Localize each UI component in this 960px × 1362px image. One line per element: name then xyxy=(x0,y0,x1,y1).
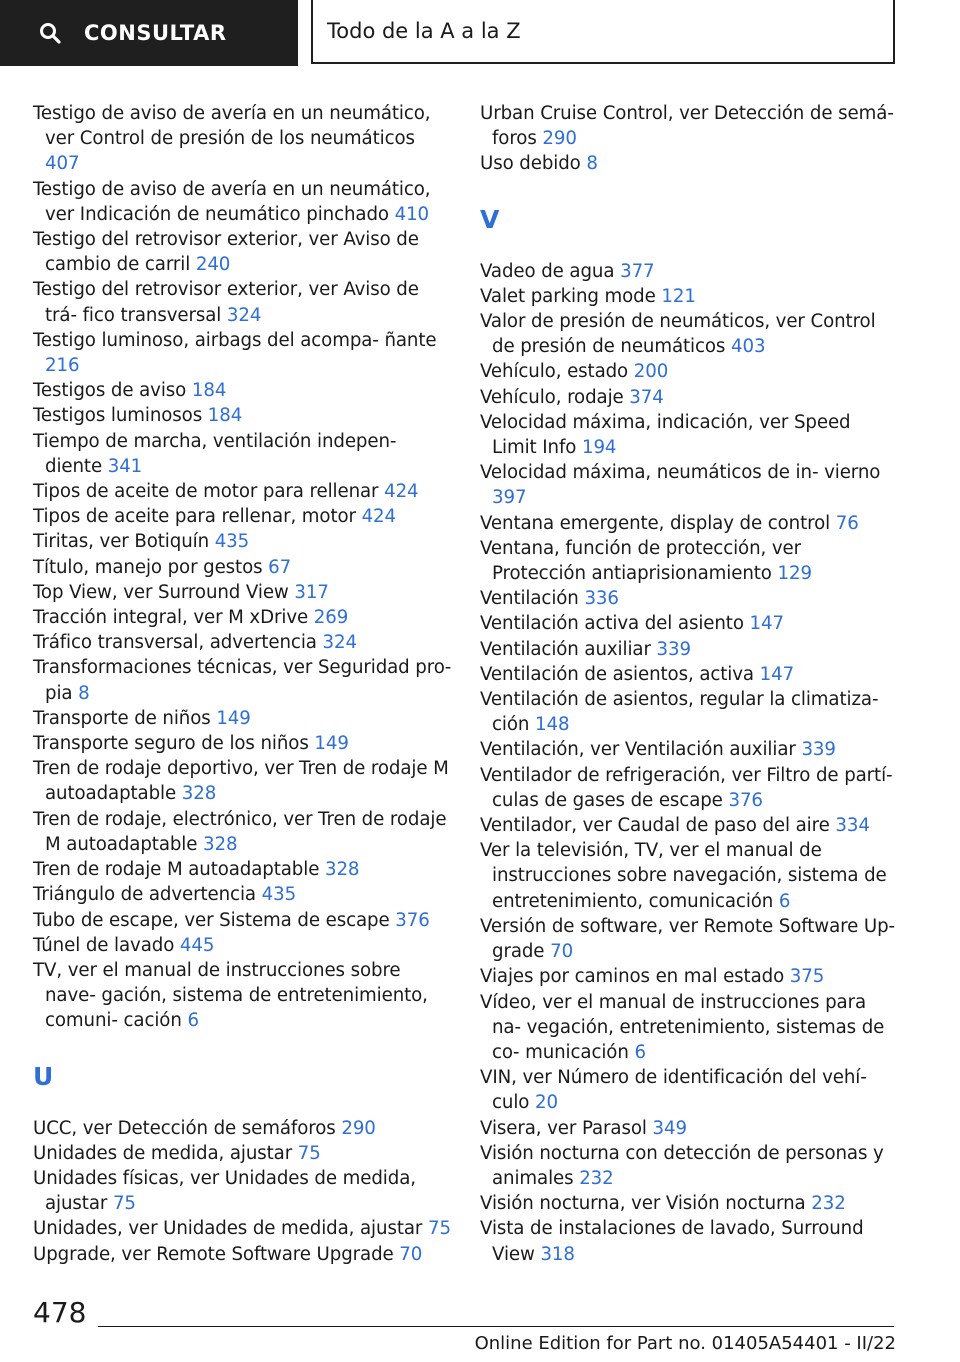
footer-divider xyxy=(98,1326,894,1327)
index-entry-text: Tren de rodaje, electrónico, ver Tren de rodaje M autoadaptable xyxy=(33,808,447,855)
index-entry xyxy=(33,882,453,907)
index-entry xyxy=(33,857,453,882)
index-entry xyxy=(480,1191,900,1216)
page-link[interactable]: 339 xyxy=(656,638,691,660)
index-entry xyxy=(33,933,453,958)
page-link[interactable]: 375 xyxy=(789,966,825,988)
index-entry xyxy=(33,807,453,857)
index-entry-text: Testigos de aviso xyxy=(33,380,187,402)
index-entry-text: Tipos de aceite de motor para rellenar xyxy=(33,481,379,503)
page-link[interactable]: 8 xyxy=(586,153,598,175)
index-entry-text: Ventilación de asientos, regular la climatiza‐ ción xyxy=(480,689,879,736)
page-link[interactable]: 76 xyxy=(835,512,859,534)
page-link[interactable]: 67 xyxy=(268,556,292,578)
page-link[interactable]: 8 xyxy=(78,682,90,704)
index-entry-text: Vadeo de agua xyxy=(480,260,615,282)
index-entry-text: VIN, ver Número de identificación del vehí‐ culo xyxy=(480,1067,867,1114)
page-number: 478 xyxy=(33,1296,87,1329)
index-entry-text: Transformaciones técnicas, ver Seguridad pro‐ pia xyxy=(33,657,452,704)
page-link[interactable]: 334 xyxy=(835,815,870,837)
index-entry xyxy=(480,460,900,510)
page-link[interactable]: 341 xyxy=(107,455,143,477)
index-entry-text: Unidades físicas, ver Unidades de medida, ajustar xyxy=(33,1167,416,1215)
index-entry-text: Ventilación, ver Ventilación auxiliar xyxy=(480,739,796,761)
index-entry-text: Tipos de aceite para rellenar, motor xyxy=(33,506,356,528)
index-entry-text: Testigo del retrovisor exterior, ver Aviso de trá‐ fico transversal xyxy=(33,279,419,326)
page-link[interactable]: 6 xyxy=(187,1010,199,1032)
page-link[interactable]: 149 xyxy=(216,707,251,729)
index-entry-text: Valor de presión de neumáticos, ver Control de presión de neumáticos xyxy=(480,311,876,358)
index-entry-text: Testigo luminoso, airbags del acompa‐ ñante xyxy=(33,329,437,351)
index-entry xyxy=(480,637,900,662)
page-link[interactable]: 240 xyxy=(195,254,231,276)
page-link[interactable]: 269 xyxy=(313,607,349,629)
index-column-left xyxy=(33,101,453,1267)
index-entry-text: Tubo de escape, ver Sistema de escape xyxy=(33,909,390,931)
index-entry xyxy=(480,662,900,687)
search-icon xyxy=(38,21,62,45)
index-entry-text: Ventilación activa del asiento xyxy=(480,613,744,635)
index-entry xyxy=(33,1216,453,1241)
page-link[interactable]: 410 xyxy=(394,203,430,225)
index-entry-text: Tiempo de marcha, ventilación indepen‐ diente xyxy=(33,430,397,477)
index-entry xyxy=(480,536,900,586)
section-letter: V xyxy=(480,204,500,234)
page-link[interactable]: 290 xyxy=(341,1117,376,1139)
index-entry-text: Vehículo, rodaje xyxy=(480,386,624,408)
index-entry xyxy=(480,990,900,1066)
index-entry-text: Ventana emergente, display de control xyxy=(480,512,831,534)
index-entry-text: Testigo de aviso de avería en un neumático, ver Control de presión de los neumáticos xyxy=(33,103,431,150)
page-link[interactable]: 75 xyxy=(112,1193,136,1215)
page-link[interactable]: 75 xyxy=(297,1142,321,1164)
index-entry-text: Vista de instalaciones de lavado, Surround View xyxy=(480,1218,864,1265)
index-entry xyxy=(33,731,453,756)
index-entry xyxy=(480,511,900,536)
index-entry-text: Tráfico transversal, advertencia xyxy=(33,632,317,654)
page-link[interactable]: 184 xyxy=(207,405,243,427)
index-entry xyxy=(33,1116,453,1141)
index-entry xyxy=(33,378,453,403)
index-entry-text: Visión nocturna, ver Visión nocturna xyxy=(480,1193,806,1215)
index-entry xyxy=(480,1141,900,1191)
page-link[interactable]: 324 xyxy=(322,632,357,654)
index-entry xyxy=(480,687,900,737)
consult-tab[interactable] xyxy=(0,0,298,66)
section-letter: U xyxy=(33,1061,54,1091)
index-entry xyxy=(33,756,453,806)
index-entry xyxy=(480,964,900,989)
header xyxy=(0,0,960,66)
page-link[interactable]: 407 xyxy=(45,153,80,175)
index-entry xyxy=(33,277,453,327)
page-link[interactable]: 376 xyxy=(395,909,430,931)
page-link[interactable]: 374 xyxy=(629,386,664,408)
page-link[interactable]: 377 xyxy=(620,260,655,282)
page-link[interactable]: 147 xyxy=(759,663,795,685)
index-entry-text: Transporte seguro de los niños xyxy=(33,733,309,755)
page-link[interactable]: 6 xyxy=(634,1041,646,1063)
index-entry-text: Testigo de aviso de avería en un neumático, ver Indicación de neumático pinchado xyxy=(33,178,431,225)
page-link[interactable]: 397 xyxy=(492,487,527,509)
index-entry-text: Velocidad máxima, indicación, ver Speed Limit Info xyxy=(480,411,851,459)
index-entry xyxy=(480,1116,900,1141)
page-link[interactable]: 328 xyxy=(203,833,238,855)
page-link[interactable]: 317 xyxy=(294,581,329,603)
page-link[interactable]: 435 xyxy=(214,531,250,553)
page-link[interactable]: 75 xyxy=(427,1218,451,1240)
index-entry xyxy=(33,605,453,630)
index-entry-text: TV, ver el manual de instrucciones sobre nave‐ gación, sistema de entretenimiento, comuni‐ cación xyxy=(33,959,428,1032)
index-entry xyxy=(480,385,900,410)
page-link[interactable]: 318 xyxy=(540,1243,575,1265)
index-entry xyxy=(480,1065,900,1115)
index-entry xyxy=(33,958,453,1034)
page-link[interactable]: 328 xyxy=(324,859,360,881)
index-entry xyxy=(480,359,900,384)
index-entry-text: Velocidad máxima, neumáticos de in‐ vierno xyxy=(480,462,881,484)
index-entry-text: Título, manejo por gestos xyxy=(33,556,263,578)
index-entry xyxy=(480,763,900,813)
page-link[interactable]: 339 xyxy=(801,739,836,761)
index-entry xyxy=(480,410,900,460)
index-entry-text: Tiritas, ver Botiquín xyxy=(33,531,210,553)
index-entry xyxy=(480,611,900,636)
index-entry xyxy=(480,813,900,838)
edition-text: Online Edition for Part no. 01405A54401 - II/22 xyxy=(474,1333,896,1354)
index-entry xyxy=(33,1141,453,1166)
index-entry-text: Ventilación auxiliar xyxy=(480,638,651,660)
index-entry xyxy=(33,529,453,554)
page-link[interactable]: 216 xyxy=(45,355,80,377)
index-entry-text: UCC, ver Detección de semáforos xyxy=(33,1117,336,1139)
page-link[interactable]: 149 xyxy=(314,733,349,755)
index-entry-text: Transporte de niños xyxy=(33,707,211,729)
index-entry xyxy=(33,328,453,378)
index-entry-text: Ventana, función de protección, ver Protección antiaprisionamiento xyxy=(480,537,801,585)
section-tab-a-z[interactable] xyxy=(311,0,895,64)
index-entry-text: Unidades, ver Unidades de medida, ajustar xyxy=(33,1218,423,1240)
index-entry-text: Unidades de medida, ajustar xyxy=(33,1142,293,1164)
page-link[interactable]: 70 xyxy=(550,941,574,963)
index-entry-text: Viajes por caminos en mal estado xyxy=(480,966,785,988)
index-entry-text: Visión nocturna con detección de personas y animales xyxy=(480,1142,884,1189)
index-entry-text: Vídeo, ver el manual de instrucciones para na‐ vegación, entretenimiento, sistemas de co‐ municación xyxy=(480,991,885,1063)
index-entry-text: Ver la televisión, TV, ver el manual de instrucciones sobre navegación, sistema de entretenimiento, comunicación xyxy=(480,840,887,912)
index-entry-text: Versión de software, ver Remote Software Up‐ grade xyxy=(480,915,895,963)
index-entry xyxy=(33,429,453,479)
index-entry xyxy=(480,259,900,284)
page-link[interactable]: 403 xyxy=(731,336,766,358)
index-entry-text: Ventilador, ver Caudal de paso del aire xyxy=(480,815,830,837)
index-entry-text: Upgrade, ver Remote Software Upgrade xyxy=(33,1243,394,1265)
index-entry xyxy=(33,706,453,731)
index-entry-text: Vehículo, estado xyxy=(480,361,629,383)
page-link[interactable]: 232 xyxy=(579,1167,614,1189)
page-link[interactable]: 6 xyxy=(778,890,791,912)
index-entry xyxy=(480,151,900,176)
page-link[interactable]: 129 xyxy=(777,563,812,585)
index-entry xyxy=(480,101,900,151)
index-entry xyxy=(33,101,453,177)
index-entry-text: Tren de rodaje M autoadaptable xyxy=(33,859,320,881)
index-entry xyxy=(480,737,900,762)
page-link[interactable]: 328 xyxy=(181,783,217,805)
index-entry-text: Ventilador de refrigeración, ver Filtro de partí‐ culas de gases de escape xyxy=(480,764,893,811)
page-link[interactable]: 184 xyxy=(191,380,227,402)
index-entry xyxy=(480,309,900,359)
index-entry-text: Valet parking mode xyxy=(480,285,656,307)
page-link[interactable]: 194 xyxy=(581,437,617,459)
page-link[interactable]: 147 xyxy=(749,613,784,635)
page-link[interactable]: 424 xyxy=(384,481,419,503)
index-entry-text: Testigo del retrovisor exterior, ver Aviso de cambio de carril xyxy=(33,229,419,276)
page-link[interactable]: 232 xyxy=(811,1193,846,1215)
page-link[interactable]: 70 xyxy=(399,1243,423,1265)
index-entry-text: Ventilación xyxy=(480,588,579,610)
index-entry-text: Uso debido xyxy=(480,153,581,175)
index-entry-text: Visera, ver Parasol xyxy=(480,1117,647,1139)
page-link[interactable]: 148 xyxy=(535,714,570,736)
index-column-right xyxy=(480,101,900,1267)
index-entry-text: Top View, ver Surround View xyxy=(33,581,289,603)
index-entry-text: Urban Cruise Control, ver Detección de semá‐ foros xyxy=(480,103,894,150)
index-entry xyxy=(33,504,453,529)
index-entry xyxy=(480,914,900,964)
index-entry xyxy=(480,838,900,914)
index-entry xyxy=(33,655,453,705)
index-entry xyxy=(33,479,453,504)
index-entry xyxy=(33,403,453,428)
page-link[interactable]: 445 xyxy=(179,934,215,956)
page-link[interactable]: 376 xyxy=(728,789,763,811)
index-entry xyxy=(33,580,453,605)
index-entry xyxy=(33,555,453,580)
page-link[interactable]: 349 xyxy=(652,1117,687,1139)
index-entry xyxy=(480,1216,900,1266)
index-entry-text: Tren de rodaje deportivo, ver Tren de rodaje M autoadaptable xyxy=(33,758,449,805)
index-entry xyxy=(480,284,900,309)
page-link[interactable]: 200 xyxy=(633,361,669,383)
index-entry-text: Testigos luminosos xyxy=(33,405,203,427)
index-entry xyxy=(33,227,453,277)
index-entry xyxy=(33,630,453,655)
page-link[interactable]: 290 xyxy=(542,128,577,150)
page-link[interactable]: 424 xyxy=(361,506,396,528)
page-link[interactable]: 324 xyxy=(226,304,262,326)
section-label: Todo de la A a la Z xyxy=(327,19,521,43)
index-entry xyxy=(33,177,453,227)
index-entry xyxy=(480,586,900,611)
index-entry-text: Triángulo de advertencia xyxy=(33,884,256,906)
page-link[interactable]: 20 xyxy=(535,1092,558,1114)
page-link[interactable]: 336 xyxy=(584,588,619,610)
consult-label: CONSULTAR xyxy=(84,21,227,45)
index-entry-text: Tracción integral, ver M xDrive xyxy=(33,607,309,629)
index-entry xyxy=(33,1166,453,1216)
index-entry-text: Ventilación de asientos, activa xyxy=(480,663,754,685)
index-entry xyxy=(33,908,453,933)
page-link[interactable]: 435 xyxy=(261,884,297,906)
page-link[interactable]: 121 xyxy=(661,285,696,307)
index-entry-text: Túnel de lavado xyxy=(33,934,175,956)
index-entry xyxy=(33,1242,453,1267)
